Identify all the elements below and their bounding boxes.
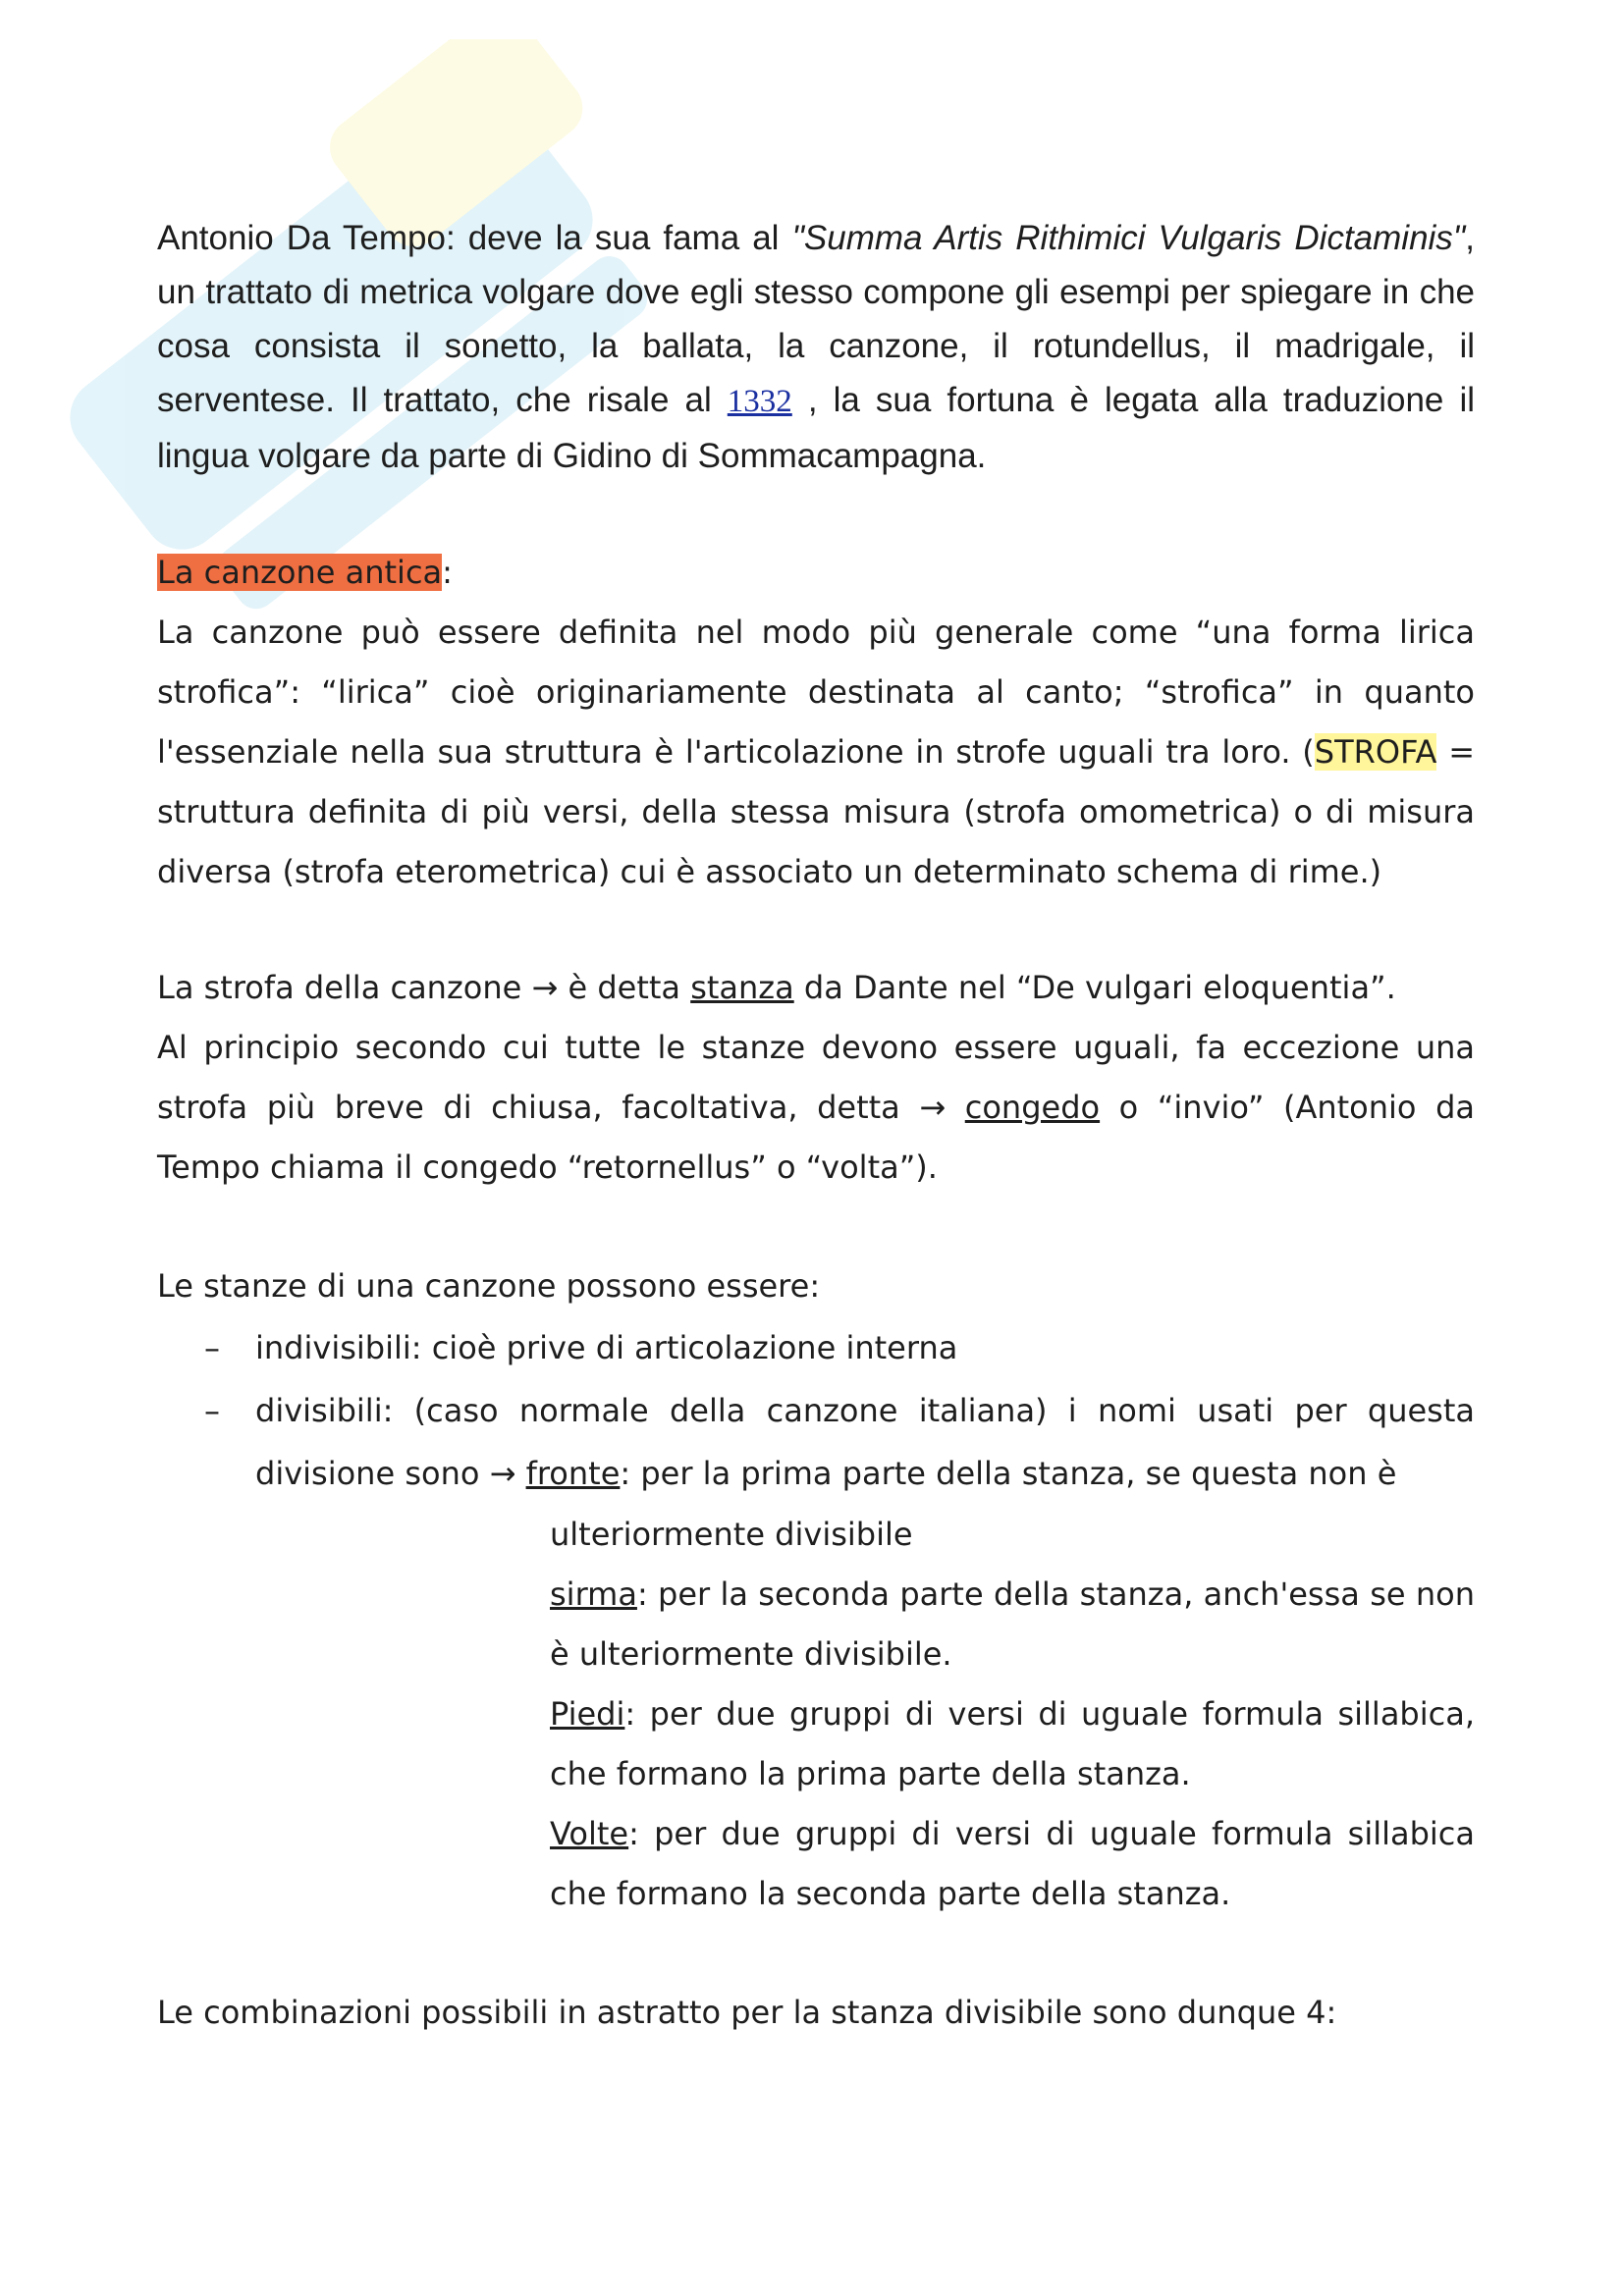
definition-text: La canzone può essere definita nel modo più generale come “una forma lirica strofica”: “lirica” cioè originariamente destinata al canto; “strofica” in quanto l'essenziale nella sua struttura è l'articolazione in strofe uguali tra loro. ( xyxy=(157,614,1475,771)
fronte-term: fronte xyxy=(525,1455,621,1492)
piedi-text: : per due gruppi di versi di uguale formula sillabica, che formano la prima parte della stanza. xyxy=(550,1695,1475,1792)
fronte-definition-cont: ulteriormente divisibile xyxy=(550,1516,913,1553)
section-heading xyxy=(157,543,1475,603)
congedo-text: Al principio secondo cui tutte le stanze devono essere uguali, fa eccezione una strofa più breve di chiusa, facoltativa, detta → xyxy=(157,1029,1475,1126)
author-name: Antonio Da Tempo xyxy=(157,219,446,257)
piedi-term: Piedi xyxy=(550,1695,625,1733)
volte-term: Volte xyxy=(550,1815,629,1852)
intro-text: , un trattato di metrica volgare dove egli stesso compone gli esempi per spiegare in che cosa consista il sonetto, la ballata, la canzone, il rotundellus, il madrigale, il serventese. Il trattato, che risale al xyxy=(157,219,1475,419)
dash-bullet: – xyxy=(204,1392,220,1429)
list-item-text: indivisibili: cioè prive di articolazione interna xyxy=(255,1329,958,1366)
fronte-definition: : per la prima parte della stanza, se questa non è xyxy=(620,1455,1397,1492)
list-item-text: divisibili: (caso normale della canzone italiana) i nomi usati per questa divisione sono → xyxy=(255,1392,1475,1492)
combinations-line: Le combinazioni possibili in astratto per la stanza divisibile sono dunque 4: xyxy=(157,1994,1337,2031)
dash-bullet: – xyxy=(204,1329,220,1366)
intro-paragraph xyxy=(157,211,1475,483)
section-title: La canzone antica xyxy=(157,554,443,591)
strofa-term: STROFA xyxy=(1314,733,1437,771)
intro-text: , la sua fortuna è legata alla traduzione il lingua volgare da parte di Gidino di Sommacampagna. xyxy=(157,381,1475,475)
definition-paragraph xyxy=(157,603,1475,902)
stanze-intro: Le stanze di una canzone possono essere: xyxy=(157,1267,821,1305)
piedi-definition xyxy=(550,1684,1475,1804)
congedo-text: o “invio” (Antonio da Tempo chiama il congedo “retornellus” o “volta”). xyxy=(157,1089,1476,1186)
document-page xyxy=(157,211,1475,2043)
congedo-term: congedo xyxy=(964,1089,1101,1126)
sirma-term: sirma xyxy=(550,1575,637,1613)
term-definitions xyxy=(157,1505,1475,1924)
stanza-text: La strofa della canzone → è detta xyxy=(157,969,691,1006)
sirma-definition xyxy=(550,1565,1475,1684)
definition-text: = struttura definita di più versi, della stessa misura (strofa omometrica) o di misura diversa (strofa eterometrica) cui è associato un determinato schema di rime.) xyxy=(157,733,1476,890)
heading-colon: : xyxy=(442,554,453,591)
list-item xyxy=(157,1316,1475,1379)
congedo-paragraph xyxy=(157,1018,1475,1198)
year-link[interactable]: 1332 xyxy=(727,384,792,419)
list-item xyxy=(157,1379,1475,1505)
stanza-term: stanza xyxy=(690,969,794,1006)
volte-definition xyxy=(550,1804,1475,1924)
intro-text: : deve la sua fama al xyxy=(445,219,792,257)
sirma-text: : per la seconda parte della stanza, anch'essa se non è ulteriormente divisibile. xyxy=(550,1575,1475,1673)
stanze-list xyxy=(157,1316,1475,1505)
volte-text: : per due gruppi di versi di uguale formula sillabica che formano la seconda parte della stanza. xyxy=(550,1815,1475,1912)
stanza-text: da Dante nel “De vulgari eloquentia”. xyxy=(793,969,1396,1006)
treatise-title: "Summa Artis Rithimici Vulgaris Dictaminis" xyxy=(791,219,1466,257)
stanza-line xyxy=(157,958,1475,1018)
